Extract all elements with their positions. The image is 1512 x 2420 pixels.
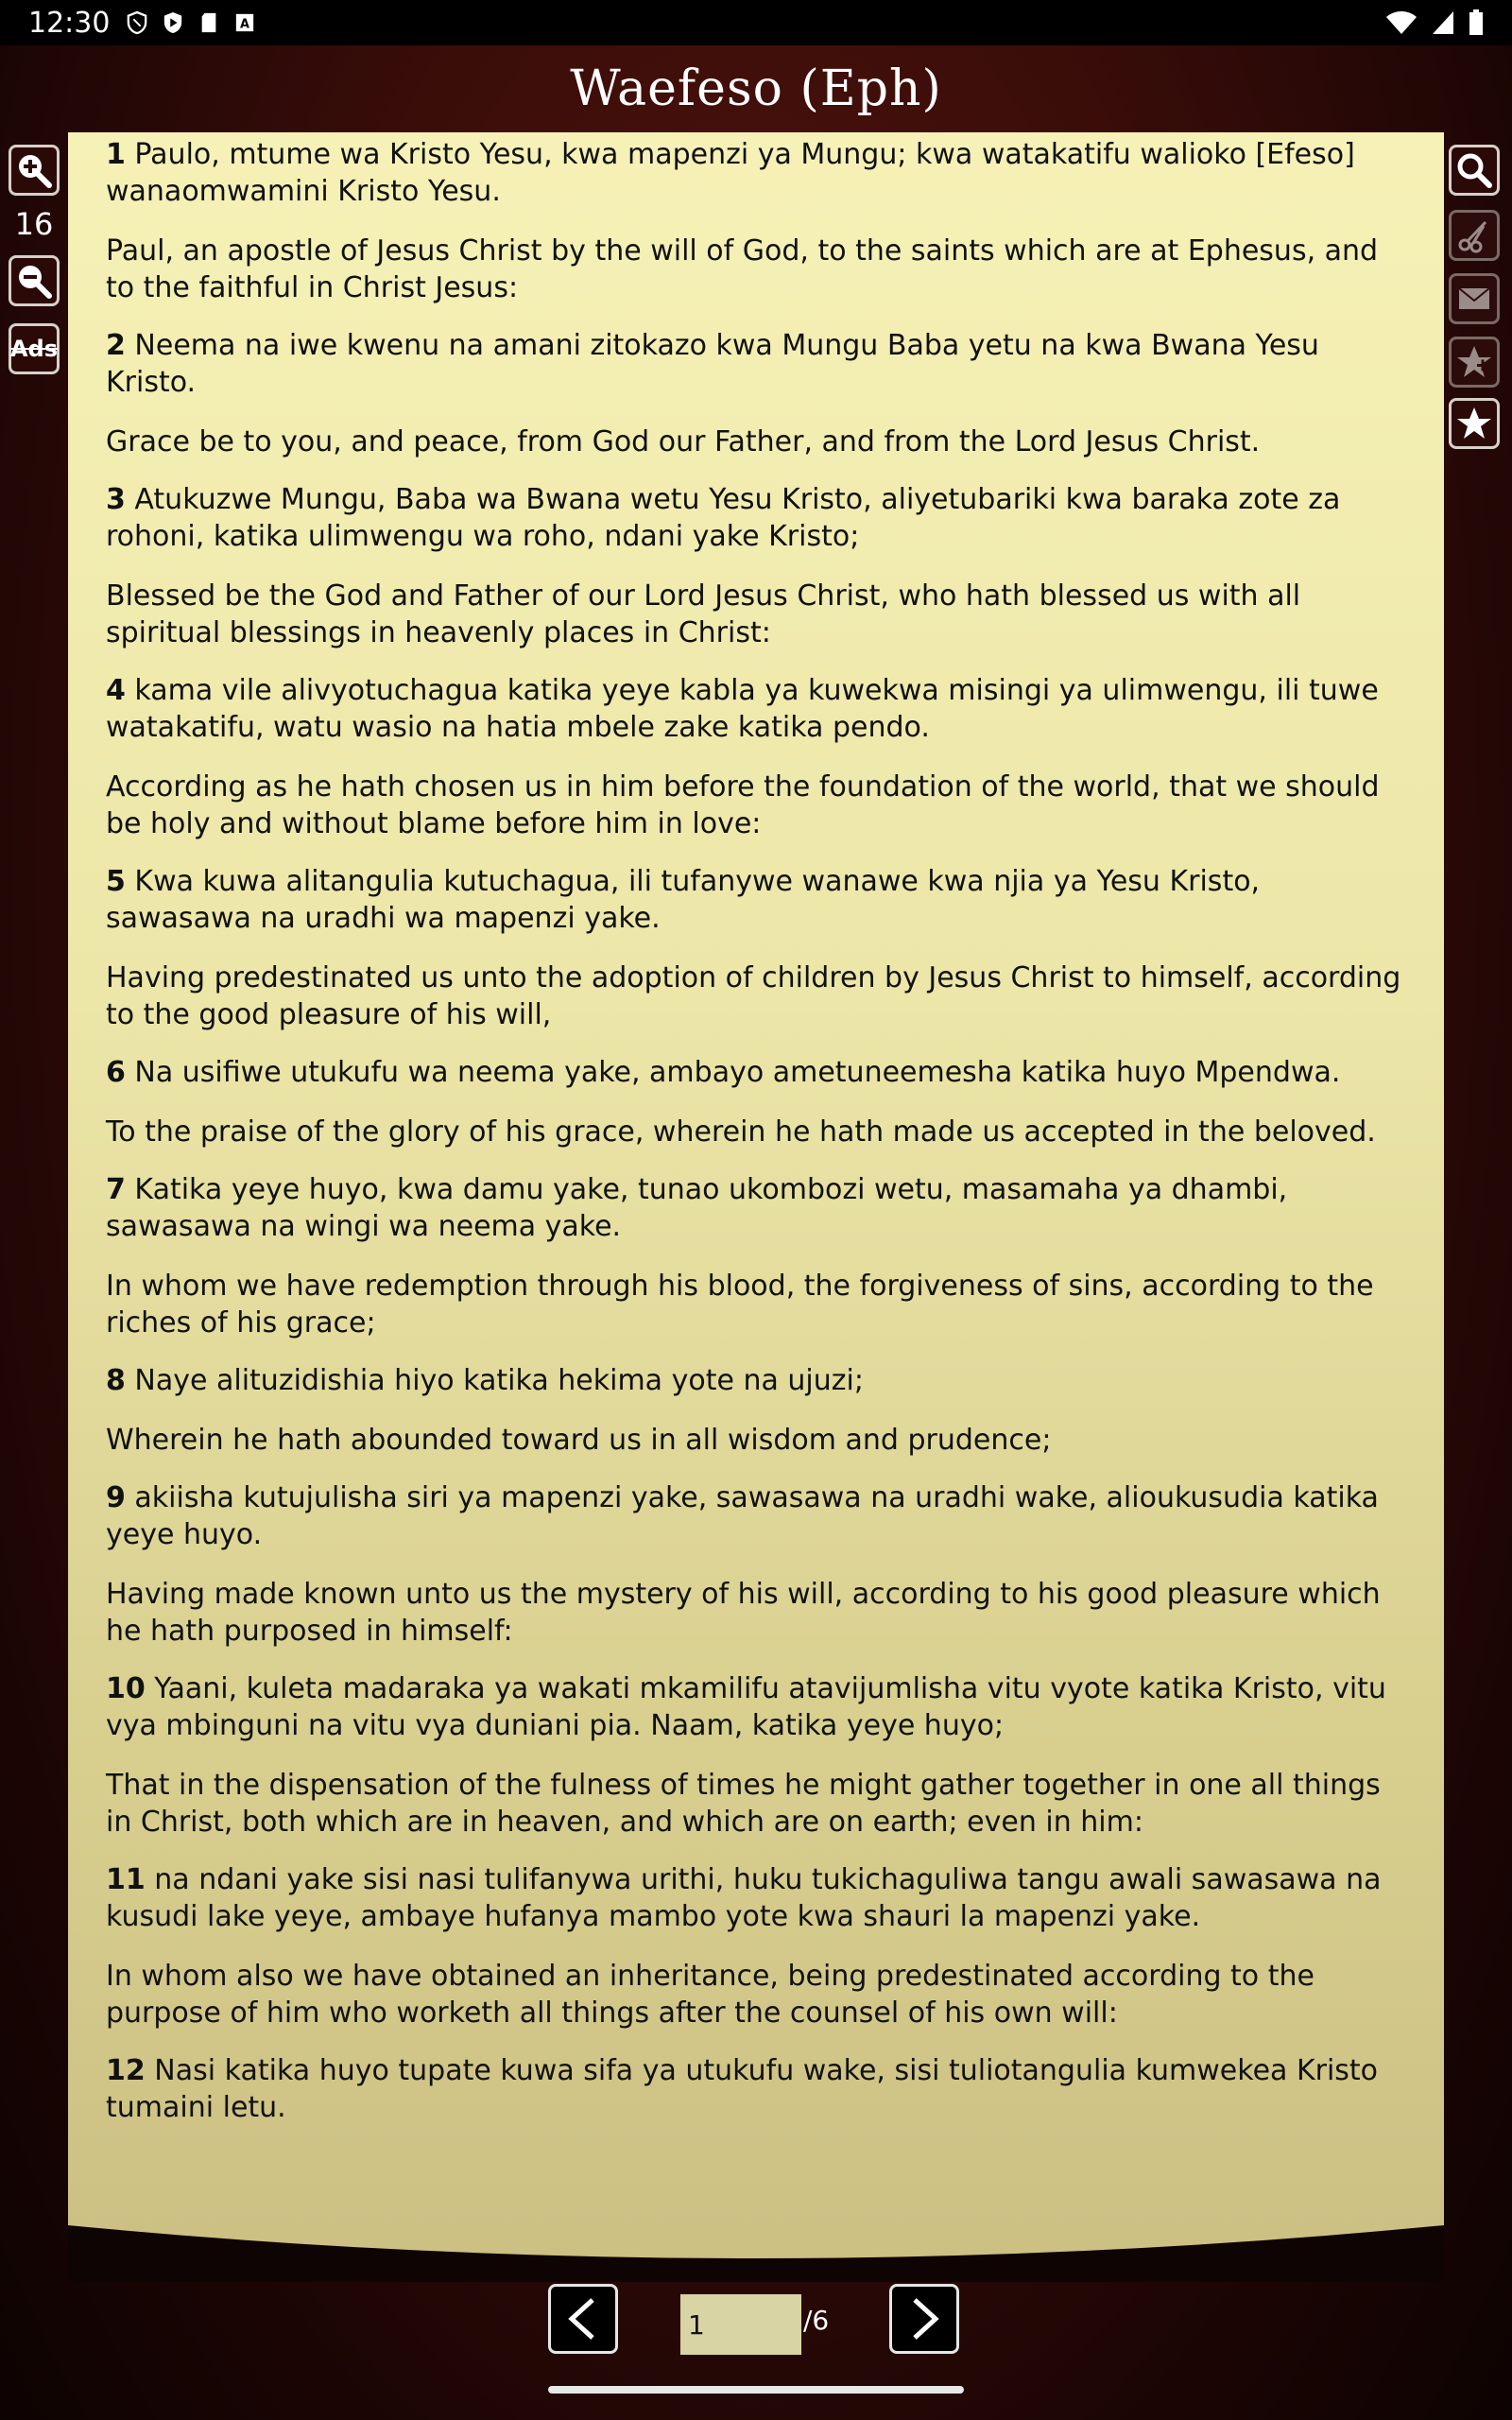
zoom-in-icon — [15, 151, 53, 189]
verse-text-english[interactable]: To the praise of the glory of his grace, wherein he hath made us accepted in the beloved. — [106, 1115, 1376, 1149]
zoom-level: 16 — [14, 206, 54, 242]
play-protect-icon — [163, 10, 183, 35]
sd-card-icon — [198, 10, 219, 35]
verse-swahili[interactable] — [106, 863, 1406, 937]
verse-text-english[interactable]: Wherein he hath abounded toward us in all wisdom and prudence; — [106, 1424, 1052, 1457]
verse-number: 5 — [106, 865, 126, 898]
verse-text-swahili: Naye alituzidishia hiyo katika hekima yote na ujuzi; — [134, 1364, 864, 1397]
verse-swahili[interactable] — [106, 1171, 1406, 1245]
book-title: Waefeso (Eph) — [570, 60, 942, 117]
verse-number: 3 — [106, 483, 126, 516]
status-time: 12:30 — [28, 6, 111, 40]
verse-number: 8 — [106, 1364, 126, 1397]
verse-text-swahili: Atukuzwe Mungu, Baba wa Bwana wetu Yesu Kristo, aliyetubariki kwa baraka zote za rohoni, katika ulimwengu wa roho, ndani yake Kristo; — [106, 483, 1341, 553]
verse-number: 9 — [106, 1481, 126, 1514]
mail-button[interactable] — [1449, 273, 1500, 324]
ads-label: Ads — [9, 336, 59, 362]
verse-swahili[interactable] — [106, 327, 1406, 401]
page-total: /6 — [803, 2305, 830, 2336]
verse-text-swahili: Paulo, mtume wa Kristo Yesu, kwa mapenzi ya Mungu; kwa watakatifu walioko [Efeso] wanaomwamini Kristo Yesu. — [106, 138, 1355, 208]
verse-text-english[interactable]: In whom we have redemption through his blood, the forgiveness of sins, according to the riches of his grace; — [106, 1270, 1374, 1340]
verse-text-english[interactable]: Grace be to you, and peace, from God our Father, and from the Lord Jesus Christ. — [106, 425, 1261, 458]
verse-text-english[interactable]: According as he hath chosen us in him before the foundation of the world, that we should be holy and without blame before him in love: — [106, 770, 1380, 840]
verse-text-english[interactable]: Having predestinated us unto the adoption of children by Jesus Christ to himself, according to the good pleasure of his will, — [106, 961, 1401, 1031]
verse-swahili[interactable] — [106, 2052, 1406, 2126]
next-page-button[interactable] — [889, 2284, 959, 2354]
verse-text-swahili: Na usifiwe utukufu wa neema yake, ambayo ametuneemesha katika huyo Mpendwa. — [134, 1056, 1341, 1089]
shield-icon — [127, 10, 147, 35]
verse-list — [68, 132, 1444, 2126]
zoom-out-icon — [15, 262, 53, 300]
verse-text-swahili: Nasi katika huyo tupate kuwa sifa ya utukufu wake, sisi tuliotangulia kumwekea Kristo tumaini letu. — [106, 2054, 1379, 2124]
verse-number: 10 — [106, 1672, 146, 1705]
verse-text-english[interactable]: That in the dispensation of the fulness of times he might gather together in one all things in Christ, both which are in heaven, and which are on earth; even in him: — [106, 1769, 1381, 1839]
verse-text-english[interactable]: Paul, an apostle of Jesus Christ by the will of God, to the saints which are at Ephesus, and to the faithful in Christ Jesus: — [106, 234, 1379, 304]
verse-number: 7 — [106, 1173, 126, 1206]
verse-swahili[interactable] — [106, 1479, 1406, 1553]
verse-text-swahili: Katika yeye huyo, kwa damu yake, tunao ukombozi wetu, masamaha ya dhambi, sawasawa na wingi wa neema yake. — [106, 1173, 1288, 1243]
verse-number: 12 — [106, 2054, 146, 2087]
verse-text-english[interactable]: In whom also we have obtained an inheritance, being predestinated according to the purpose of him who worketh all things after the counsel of his own will: — [106, 1960, 1314, 2030]
text-a-icon — [234, 10, 255, 35]
ads-button[interactable] — [9, 323, 60, 374]
battery-icon — [1469, 9, 1484, 36]
status-bar — [0, 0, 1512, 45]
bookmarks-button[interactable] — [1449, 398, 1500, 449]
bookmarks-icon — [1455, 405, 1493, 442]
verse-text-english[interactable]: Blessed be the God and Father of our Lord Jesus Christ, who hath blessed us with all spiritual blessings in heavenly places in Christ: — [106, 579, 1301, 649]
scripture-page[interactable] — [68, 132, 1444, 2282]
zoom-out-button[interactable] — [9, 255, 60, 306]
search-icon — [1455, 151, 1493, 189]
signal-icon — [1431, 9, 1455, 36]
page-number-input[interactable] — [680, 2294, 801, 2355]
verse-text-swahili: na ndani yake sisi nasi tulifanywa urithi, huku tukichaguliwa tangu awali sawasawa na kusudi lake yeye, ambaye hufanya mambo yote kwa shauri la mapenzi yake. — [106, 1863, 1382, 1933]
zoom-in-button[interactable] — [9, 145, 60, 196]
chevron-left-icon — [558, 2294, 608, 2343]
add-bookmark-button[interactable] — [1449, 337, 1500, 388]
verse-number: 1 — [106, 138, 126, 171]
verse-text-swahili: akiisha kutujulisha siri ya mapenzi yake, sawasawa na uradhi wake, alioukusudia katika yeye huyo. — [106, 1481, 1379, 1551]
scissors-icon — [1455, 216, 1493, 254]
search-button[interactable] — [1449, 145, 1500, 196]
previous-page-button[interactable] — [548, 2284, 618, 2354]
page-curl-shadow — [68, 2225, 1444, 2282]
verse-swahili[interactable] — [106, 1054, 1406, 1091]
mail-icon — [1455, 280, 1493, 318]
status-notification-icons — [127, 10, 255, 35]
verse-swahili[interactable] — [106, 672, 1406, 746]
verse-number: 2 — [106, 329, 126, 362]
verse-text-swahili: Yaani, kuleta madaraka ya wakati mkamilifu atavijumlisha vitu vyote katika Kristo, vitu vya mbinguni na vitu vya duniani pia. Naam, katika yeye huyo; — [106, 1672, 1386, 1742]
verse-swahili[interactable] — [106, 1362, 1406, 1399]
verse-number: 4 — [106, 674, 126, 707]
verse-text-swahili: kama vile alivyotuchagua katika yeye kabla ya kuwekwa misingi ya ulimwengu, ili tuwe watakatifu, watu wasio na hatia mbele zake katika pendo. — [106, 674, 1379, 744]
wifi-icon — [1385, 9, 1418, 36]
verse-swahili[interactable] — [106, 1861, 1406, 1935]
cut-button[interactable] — [1449, 210, 1500, 261]
add-bookmark-icon — [1455, 343, 1493, 381]
verse-text-english[interactable]: Having made known unto us the mystery of his will, according to his good pleasure which he hath purposed in himself: — [106, 1578, 1381, 1648]
verse-text-swahili: Kwa kuwa alitangulia kutuchagua, ili tufanywe wanawe kwa njia ya Yesu Kristo, sawasawa na uradhi wa mapenzi yake. — [106, 865, 1261, 935]
verse-swahili[interactable] — [106, 1670, 1406, 1744]
verse-text-swahili: Neema na iwe kwenu na amani zitokazo kwa Mungu Baba yetu na kwa Bwana Yesu Kristo. — [106, 329, 1319, 399]
gesture-navigation-bar[interactable] — [548, 2386, 964, 2394]
verse-swahili[interactable] — [106, 481, 1406, 555]
chevron-right-icon — [900, 2294, 949, 2343]
verse-number: 6 — [106, 1056, 126, 1089]
verse-swahili[interactable] — [106, 136, 1406, 210]
svg-text:A: A — [240, 17, 250, 32]
verse-number: 11 — [106, 1863, 146, 1896]
status-system-icons — [1385, 9, 1484, 36]
